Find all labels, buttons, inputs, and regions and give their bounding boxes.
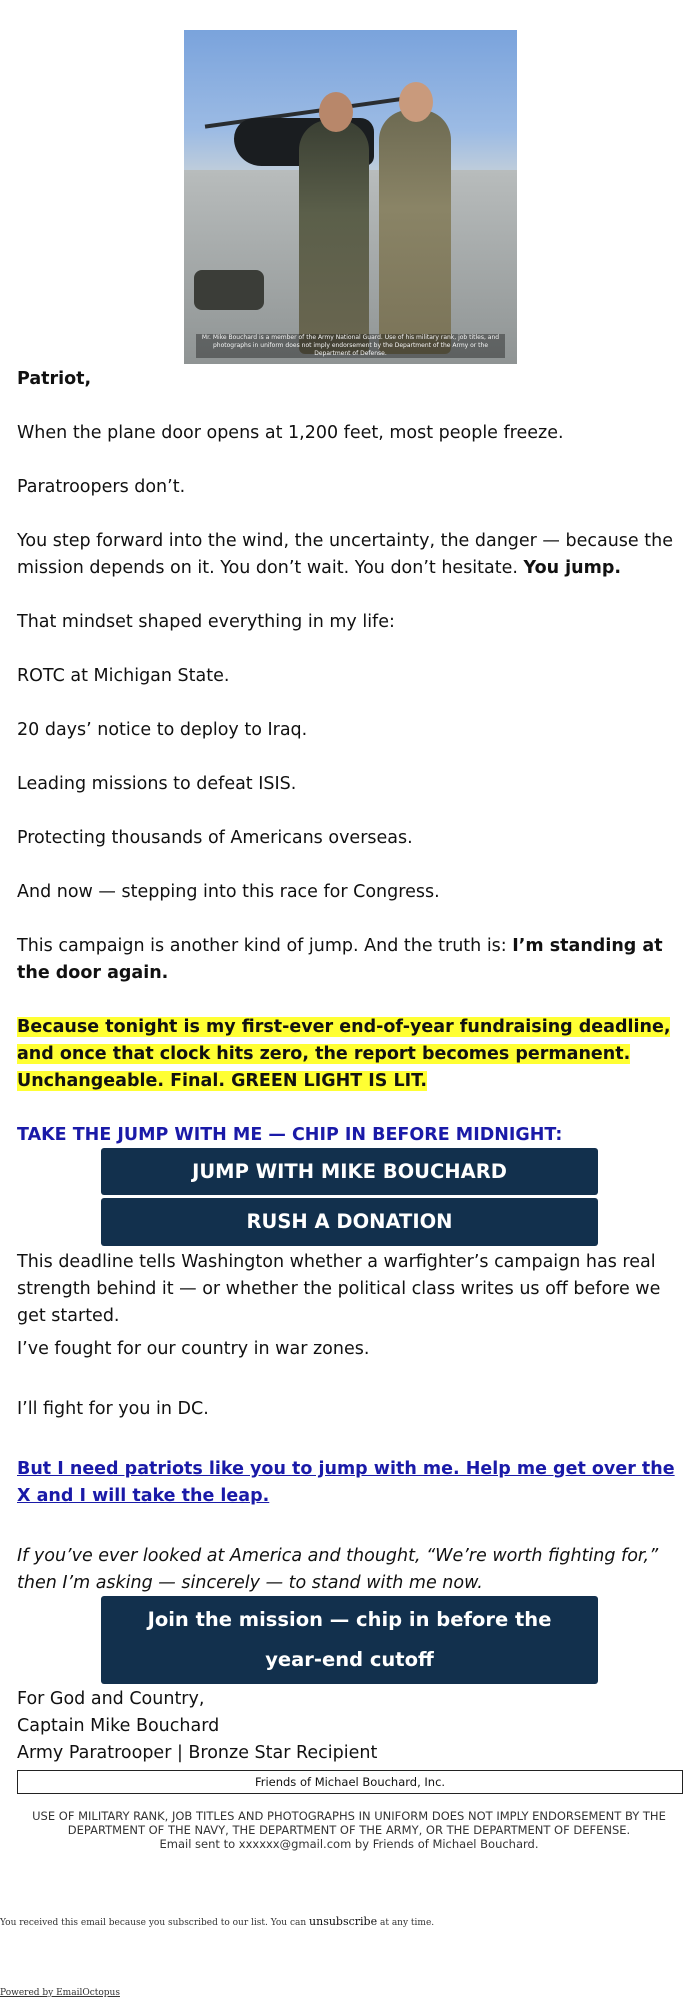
- paid-for-by-box: Friends of Michael Bouchard, Inc.: [17, 1770, 683, 1794]
- paragraph-you-jump: You jump.: [523, 558, 622, 578]
- unsubscribe-notice: [0, 1915, 434, 1928]
- paragraph-rotc: ROTC at Michigan State.: [17, 666, 230, 686]
- rush-donation-button[interactable]: RUSH A DONATION: [101, 1198, 598, 1246]
- candidate-photo: [184, 30, 517, 364]
- paragraph-campaign-jump-text: This campaign is another kind of jump. And the truth is:: [17, 936, 513, 956]
- unsubscribe-link[interactable]: unsubscribe: [309, 1915, 378, 1928]
- paragraph-step-forward-text: You step forward into the wind, the uncertainty, the danger — because the mission depends on it. You don’t wait. You don’t hesitate.: [17, 531, 673, 578]
- paragraph-war-zones: I’ve fought for our country in war zones.: [17, 1339, 370, 1359]
- photo-gear-bags: [194, 270, 264, 310]
- powered-by-link[interactable]: Powered by EmailOctopus: [0, 1988, 120, 1998]
- unsubscribe-notice-post: at any time.: [377, 1918, 435, 1928]
- jump-with-mike-button[interactable]: JUMP WITH MIKE BOUCHARD: [101, 1148, 598, 1195]
- paragraph-standing-at-door: I’m standing at the door again.: [17, 936, 663, 983]
- military-disclaimer: USE OF MILITARY RANK, JOB TITLES AND PHOTOGRAPHS IN UNIFORM DOES NOT IMPLY ENDORSEMENT BY THE DEPARTMENT OF THE NAVY, THE DEPARTMENT OF THE ARMY, OR THE DEPARTMENT OF DEFENSE.: [32, 1809, 666, 1837]
- paragraph-plane-door: When the plane door opens at 1,200 feet, most people freeze.: [17, 423, 564, 443]
- email-sent-notice: Email sent to xxxxxx@gmail.com by Friends of Michael Bouchard.: [159, 1837, 539, 1851]
- deadline-highlight-text: Because tonight is my first-ever end-of-year fundraising deadline, and once that clock hits zero, the report becomes permanent. Unchangeable. Final. GREEN LIGHT IS LIT.: [17, 1017, 671, 1091]
- paragraph-worth-fighting: If you’ve ever looked at America and thought, “We’re worth fighting for,” then I’m asking — sincerely — to stand with me now.: [17, 1546, 659, 1593]
- paragraph-step-forward: [17, 528, 681, 582]
- paragraph-protecting: Protecting thousands of Americans overseas.: [17, 828, 413, 848]
- paragraph-congress: And now — stepping into this race for Congress.: [17, 882, 440, 902]
- signature-name: Captain Mike Bouchard: [17, 1716, 220, 1736]
- photo-soldier-left-head: [319, 92, 353, 132]
- paragraph-fight-dc: I’ll fight for you in DC.: [17, 1399, 209, 1419]
- paragraph-mindset: That mindset shaped everything in my life:: [17, 612, 395, 632]
- photo-caption: Mr. Mike Bouchard is a member of the Army National Guard. Use of his military rank, job titles, and photographs in uniform does not imply endorsement by the Department of the Army or the Department of Defense.: [196, 334, 505, 358]
- paragraph-isis: Leading missions to defeat ISIS.: [17, 774, 297, 794]
- photo-soldier-left: [299, 120, 369, 354]
- unsubscribe-notice-pre: You received this email because you subscribed to our list. You can: [0, 1918, 310, 1928]
- photo-soldier-right-head: [399, 82, 433, 122]
- photo-soldier-right: [379, 110, 451, 354]
- greeting: Patriot,: [17, 369, 92, 389]
- paragraph-iraq: 20 days’ notice to deploy to Iraq.: [17, 720, 308, 740]
- paragraph-paratroopers: Paratroopers don’t.: [17, 477, 186, 497]
- join-mission-button[interactable]: Join the mission — chip in before the year-end cutoff: [101, 1596, 598, 1684]
- cta-heading: TAKE THE JUMP WITH ME — CHIP IN BEFORE MIDNIGHT:: [17, 1125, 563, 1145]
- deadline-highlight: [17, 1014, 681, 1095]
- signature-title: Army Paratrooper | Bronze Star Recipient: [17, 1743, 378, 1763]
- paragraph-deadline-tells: This deadline tells Washington whether a warfighter’s campaign has real strength behind it — or whether the political class writes us off before we get started.: [17, 1252, 661, 1326]
- signoff-line: For God and Country,: [17, 1689, 205, 1709]
- donate-text-link[interactable]: But I need patriots like you to jump with me. Help me get over the X and I will take the leap.: [17, 1459, 675, 1506]
- paragraph-campaign-jump: [17, 933, 681, 987]
